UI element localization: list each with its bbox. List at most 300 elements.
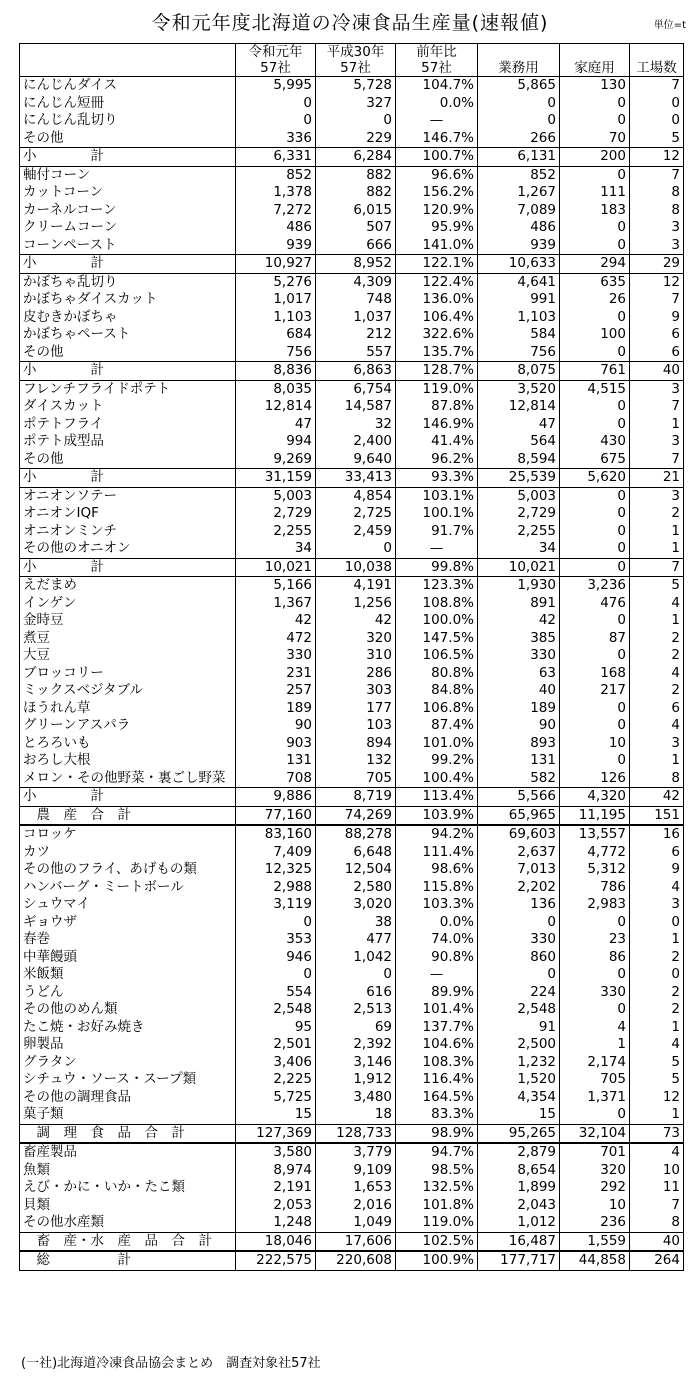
table-row xyxy=(20,326,684,344)
row-value: 100.9% xyxy=(396,1251,478,1270)
row-value: 6,284 xyxy=(316,148,396,167)
row-label: ダイスカット xyxy=(20,398,236,416)
row-value: 8 xyxy=(630,202,684,220)
row-value: 10,021 xyxy=(236,558,316,577)
row-value: 2,225 xyxy=(236,1071,316,1089)
row-value: 2,202 xyxy=(478,879,560,897)
row-label: メロン・その他野菜・裏ごし野菜 xyxy=(20,770,236,788)
row-value: 893 xyxy=(478,735,560,753)
row-value: 236 xyxy=(560,1214,630,1232)
row-value: 320 xyxy=(316,630,396,648)
row-value: 635 xyxy=(560,273,630,291)
header-cell xyxy=(20,60,236,77)
table-row xyxy=(20,540,684,558)
row-value: 6,863 xyxy=(316,362,396,381)
row-value: 5 xyxy=(630,130,684,148)
row-value: 3,480 xyxy=(316,1089,396,1107)
row-value: 146.9% xyxy=(396,416,478,434)
row-label: 小 計 xyxy=(20,362,236,381)
row-value: 564 xyxy=(478,433,560,451)
row-value: 147.5% xyxy=(396,630,478,648)
row-value: 330 xyxy=(560,984,630,1002)
row-value: 88,278 xyxy=(316,825,396,844)
row-label: 中華饅頭 xyxy=(20,949,236,967)
row-value: 3 xyxy=(630,433,684,451)
row-value: 11 xyxy=(630,1179,684,1197)
row-value: 12 xyxy=(630,1089,684,1107)
row-value: 0 xyxy=(560,966,630,984)
subtotal-row xyxy=(20,558,684,577)
row-value: 472 xyxy=(236,630,316,648)
row-label: たこ焼・お好み焼き xyxy=(20,1019,236,1037)
row-value: 2,513 xyxy=(316,1001,396,1019)
row-value: 1,042 xyxy=(316,949,396,967)
row-value: 0 xyxy=(560,1106,630,1124)
row-value: 131 xyxy=(236,752,316,770)
table-row xyxy=(20,735,684,753)
row-label: 軸付コーン xyxy=(20,166,236,184)
row-value: 115.8% xyxy=(396,879,478,897)
row-value: 100.4% xyxy=(396,770,478,788)
row-value: 0 xyxy=(560,914,630,932)
row-value: 4,191 xyxy=(316,577,396,595)
row-value: 3 xyxy=(630,896,684,914)
row-value: 9,886 xyxy=(236,788,316,807)
row-value: 2,725 xyxy=(316,505,396,523)
row-value: 8,035 xyxy=(236,380,316,398)
row-value: 705 xyxy=(316,770,396,788)
row-value: 12,814 xyxy=(236,398,316,416)
row-value: 40 xyxy=(630,1232,684,1251)
table-row xyxy=(20,1143,684,1162)
row-label: 畜産製品 xyxy=(20,1143,236,1162)
row-value: 11,195 xyxy=(560,806,630,825)
subtotal-row xyxy=(20,788,684,807)
row-value: 0 xyxy=(560,166,630,184)
row-value: 3 xyxy=(630,487,684,505)
row-value: 168 xyxy=(560,665,630,683)
row-value: 83,160 xyxy=(236,825,316,844)
table-row xyxy=(20,577,684,595)
row-label: その他のフライ、あげもの類 xyxy=(20,861,236,879)
row-value: 8 xyxy=(630,184,684,202)
row-value: 3 xyxy=(630,735,684,753)
table-row xyxy=(20,219,684,237)
row-value: 2,879 xyxy=(478,1143,560,1162)
row-value: 120.9% xyxy=(396,202,478,220)
row-value: 18 xyxy=(316,1106,396,1124)
row-value: 756 xyxy=(478,344,560,362)
row-value: 4,515 xyxy=(560,380,630,398)
row-value: 0 xyxy=(560,309,630,327)
row-value: 70 xyxy=(560,130,630,148)
row-value: 100.0% xyxy=(396,612,478,630)
row-value: 2 xyxy=(630,630,684,648)
row-label: かぼちゃペースト xyxy=(20,326,236,344)
row-value: 7,013 xyxy=(478,861,560,879)
row-value: 5 xyxy=(630,577,684,595)
row-label: その他のめん類 xyxy=(20,1001,236,1019)
row-value: 7 xyxy=(630,451,684,469)
row-value: 94.2% xyxy=(396,825,478,844)
row-value: 7 xyxy=(630,558,684,577)
row-label: 米飯類 xyxy=(20,966,236,984)
row-value: 1 xyxy=(630,416,684,434)
table-row xyxy=(20,1071,684,1089)
row-value: 99.8% xyxy=(396,558,478,577)
row-value: 7 xyxy=(630,1197,684,1215)
row-label: 春巻 xyxy=(20,931,236,949)
row-value: 8,654 xyxy=(478,1162,560,1180)
row-value: 86 xyxy=(560,949,630,967)
row-value: 7 xyxy=(630,398,684,416)
row-value: 177,717 xyxy=(478,1251,560,1270)
row-value: 222,575 xyxy=(236,1251,316,1270)
row-value: 10,021 xyxy=(478,558,560,577)
row-label: オニオンソテー xyxy=(20,487,236,505)
table-row xyxy=(20,770,684,788)
row-value: 9 xyxy=(630,309,684,327)
row-value: 100.1% xyxy=(396,505,478,523)
row-value: 3,119 xyxy=(236,896,316,914)
row-value: 1,378 xyxy=(236,184,316,202)
table-row xyxy=(20,112,684,130)
row-value: 1 xyxy=(630,612,684,630)
row-value: 3,779 xyxy=(316,1143,396,1162)
row-value: 476 xyxy=(560,595,630,613)
row-value: 310 xyxy=(316,647,396,665)
row-value: 557 xyxy=(316,344,396,362)
row-value: 217 xyxy=(560,682,630,700)
row-label: ほうれん草 xyxy=(20,700,236,718)
row-value: 4,772 xyxy=(560,844,630,862)
row-label: えだまめ xyxy=(20,577,236,595)
total-row xyxy=(20,1251,684,1270)
row-value: 6,331 xyxy=(236,148,316,167)
row-label: かぼちゃダイスカット xyxy=(20,291,236,309)
row-value: 2,580 xyxy=(316,879,396,897)
row-value: 47 xyxy=(478,416,560,434)
row-value: 63 xyxy=(478,665,560,683)
table-row xyxy=(20,1106,684,1124)
row-value: 0 xyxy=(560,700,630,718)
row-value: 1,049 xyxy=(316,1214,396,1232)
row-value: 128,733 xyxy=(316,1124,396,1143)
row-value: 12 xyxy=(630,273,684,291)
page-title: 令和元年度北海道の冷凍食品生産量(速報値) xyxy=(151,12,549,34)
row-value: 882 xyxy=(316,166,396,184)
row-value: 286 xyxy=(316,665,396,683)
row-value: 882 xyxy=(316,184,396,202)
row-value: 95 xyxy=(236,1019,316,1037)
row-value: 1 xyxy=(630,1106,684,1124)
row-value: 101.8% xyxy=(396,1197,478,1215)
row-label: おろし大根 xyxy=(20,752,236,770)
table-row xyxy=(20,77,684,95)
row-value: 12,504 xyxy=(316,861,396,879)
row-value: 21 xyxy=(630,469,684,488)
row-value: 2 xyxy=(630,505,684,523)
row-value: 122.4% xyxy=(396,273,478,291)
table-row xyxy=(20,344,684,362)
row-value: 1,232 xyxy=(478,1054,560,1072)
header-cell xyxy=(20,44,236,61)
row-value: 1,103 xyxy=(478,309,560,327)
row-value: 1,248 xyxy=(236,1214,316,1232)
subtotal-row xyxy=(20,362,684,381)
row-value: 2 xyxy=(630,984,684,1002)
row-label: ミックスベジタブル xyxy=(20,682,236,700)
row-label: ポテトフライ xyxy=(20,416,236,434)
row-value: 15 xyxy=(236,1106,316,1124)
row-value: 73 xyxy=(630,1124,684,1143)
row-label: 皮むきかぼちゃ xyxy=(20,309,236,327)
row-label: その他 xyxy=(20,130,236,148)
row-value: 1,367 xyxy=(236,595,316,613)
row-value: 0 xyxy=(560,558,630,577)
row-value: 220,608 xyxy=(316,1251,396,1270)
row-value: 4 xyxy=(630,595,684,613)
row-value: 852 xyxy=(236,166,316,184)
row-value: 16,487 xyxy=(478,1232,560,1251)
row-value: 7,409 xyxy=(236,844,316,862)
table-row xyxy=(20,984,684,1002)
row-value: 5,003 xyxy=(236,487,316,505)
row-value: 131 xyxy=(478,752,560,770)
row-value: 1,012 xyxy=(478,1214,560,1232)
row-value: 1,899 xyxy=(478,1179,560,1197)
row-value: 77,160 xyxy=(236,806,316,825)
row-label: 調 理 食 品 合 計 xyxy=(20,1124,236,1143)
row-value: 705 xyxy=(560,1071,630,1089)
row-value: 5,276 xyxy=(236,273,316,291)
table-row xyxy=(20,433,684,451)
row-value: 32,104 xyxy=(560,1124,630,1143)
row-label: 煮豆 xyxy=(20,630,236,648)
row-value: 860 xyxy=(478,949,560,967)
row-value: 264 xyxy=(630,1251,684,1270)
row-value: 98.6% xyxy=(396,861,478,879)
row-value: 151 xyxy=(630,806,684,825)
row-value: 96.2% xyxy=(396,451,478,469)
row-value: 69 xyxy=(316,1019,396,1037)
row-value: 141.0% xyxy=(396,237,478,255)
row-value: 74.0% xyxy=(396,931,478,949)
row-value: 4,320 xyxy=(560,788,630,807)
row-value: 12 xyxy=(630,148,684,167)
subtotal-row xyxy=(20,148,684,167)
row-value: 136 xyxy=(478,896,560,914)
table-row xyxy=(20,825,684,844)
row-value: 5,312 xyxy=(560,861,630,879)
row-value: 1,653 xyxy=(316,1179,396,1197)
row-value: 119.0% xyxy=(396,380,478,398)
table-row xyxy=(20,416,684,434)
row-value: 6 xyxy=(630,326,684,344)
row-value: 2,729 xyxy=(236,505,316,523)
row-value: 8,719 xyxy=(316,788,396,807)
row-label: カーネルコーン xyxy=(20,202,236,220)
row-value: 10,038 xyxy=(316,558,396,577)
row-value: 336 xyxy=(236,130,316,148)
row-value: 8 xyxy=(630,770,684,788)
row-value: 708 xyxy=(236,770,316,788)
row-value: 90.8% xyxy=(396,949,478,967)
row-value: 6,754 xyxy=(316,380,396,398)
row-value: 17,606 xyxy=(316,1232,396,1251)
row-value: 7 xyxy=(630,291,684,309)
row-label: かぼちゃ乱切り xyxy=(20,273,236,291)
row-value: 95,265 xyxy=(478,1124,560,1143)
row-value: 0 xyxy=(630,914,684,932)
row-value: 91 xyxy=(478,1019,560,1037)
row-value: 330 xyxy=(236,647,316,665)
row-value: 16 xyxy=(630,825,684,844)
row-value: 9,269 xyxy=(236,451,316,469)
row-value: 10,633 xyxy=(478,255,560,274)
row-value: 5,166 xyxy=(236,577,316,595)
table-row xyxy=(20,130,684,148)
row-value: 1,017 xyxy=(236,291,316,309)
row-value: 126 xyxy=(560,770,630,788)
row-label: その他 xyxy=(20,451,236,469)
row-value: 430 xyxy=(560,433,630,451)
row-value: 156.2% xyxy=(396,184,478,202)
row-value: 5,566 xyxy=(478,788,560,807)
row-value: 34 xyxy=(478,540,560,558)
row-value: 1,037 xyxy=(316,309,396,327)
row-value: 87.8% xyxy=(396,398,478,416)
row-value: 80.8% xyxy=(396,665,478,683)
row-label: 小 計 xyxy=(20,469,236,488)
row-value: 748 xyxy=(316,291,396,309)
row-value: 9 xyxy=(630,861,684,879)
row-label: ハンバーグ・ミートボール xyxy=(20,879,236,897)
row-label: ギョウザ xyxy=(20,914,236,932)
row-value: 4,854 xyxy=(316,487,396,505)
header-cell: 工場数 xyxy=(630,60,684,77)
row-value: 756 xyxy=(236,344,316,362)
row-value: 102.5% xyxy=(396,1232,478,1251)
row-value: 8,836 xyxy=(236,362,316,381)
row-value: 939 xyxy=(236,237,316,255)
row-value: 2 xyxy=(630,647,684,665)
row-value: 2,500 xyxy=(478,1036,560,1054)
row-value: 3,580 xyxy=(236,1143,316,1162)
row-value: 5,620 xyxy=(560,469,630,488)
table-row xyxy=(20,966,684,984)
row-value: 903 xyxy=(236,735,316,753)
row-value: 894 xyxy=(316,735,396,753)
row-value: 0 xyxy=(560,717,630,735)
row-value: 106.8% xyxy=(396,700,478,718)
row-value: 2,637 xyxy=(478,844,560,862)
row-value: 93.3% xyxy=(396,469,478,488)
row-value: 1,267 xyxy=(478,184,560,202)
row-label: コロッケ xyxy=(20,825,236,844)
row-value: 101.4% xyxy=(396,1001,478,1019)
row-value: 0 xyxy=(316,966,396,984)
row-value: 103.9% xyxy=(396,806,478,825)
row-label: 貝類 xyxy=(20,1197,236,1215)
row-value: 32 xyxy=(316,416,396,434)
row-value: 2,983 xyxy=(560,896,630,914)
table-row xyxy=(20,291,684,309)
row-value: 99.2% xyxy=(396,752,478,770)
row-value: 0 xyxy=(560,344,630,362)
row-label: 畜 産・水 産 品 合 計 xyxy=(20,1232,236,1251)
row-label: ブロッコリー xyxy=(20,665,236,683)
row-value: 44,858 xyxy=(560,1251,630,1270)
row-value: 701 xyxy=(560,1143,630,1162)
row-value: 8,075 xyxy=(478,362,560,381)
row-value: 0 xyxy=(316,112,396,130)
row-value: 200 xyxy=(560,148,630,167)
row-label: シュウマイ xyxy=(20,896,236,914)
row-label: その他の調理食品 xyxy=(20,1089,236,1107)
row-value: 294 xyxy=(560,255,630,274)
table-row xyxy=(20,1179,684,1197)
row-label: えび・かに・いか・たこ類 xyxy=(20,1179,236,1197)
row-label: グリーンアスパラ xyxy=(20,717,236,735)
row-value: 8,974 xyxy=(236,1162,316,1180)
row-value: 5,865 xyxy=(478,77,560,95)
row-value: 353 xyxy=(236,931,316,949)
row-value: 136.0% xyxy=(396,291,478,309)
row-value: 257 xyxy=(236,682,316,700)
row-value: 2,392 xyxy=(316,1036,396,1054)
row-value: 0 xyxy=(560,647,630,665)
row-value: 7,272 xyxy=(236,202,316,220)
row-value: 0 xyxy=(236,966,316,984)
row-value: 229 xyxy=(316,130,396,148)
table-row xyxy=(20,1019,684,1037)
table-row xyxy=(20,166,684,184)
row-value: 42 xyxy=(478,612,560,630)
subtotal-row xyxy=(20,469,684,488)
row-value: 5,725 xyxy=(236,1089,316,1107)
row-value: 2,988 xyxy=(236,879,316,897)
row-label: 小 計 xyxy=(20,148,236,167)
row-value: 0 xyxy=(560,398,630,416)
total-row xyxy=(20,1232,684,1251)
row-value: 3,020 xyxy=(316,896,396,914)
row-value: 486 xyxy=(478,219,560,237)
row-value: 666 xyxy=(316,237,396,255)
row-value: 0 xyxy=(630,112,684,130)
header-cell: 57社 xyxy=(316,60,396,77)
table-row xyxy=(20,879,684,897)
row-value: 189 xyxy=(236,700,316,718)
row-value: 1 xyxy=(630,931,684,949)
row-value: 42 xyxy=(630,788,684,807)
row-value: 128.7% xyxy=(396,362,478,381)
row-value: 38 xyxy=(316,914,396,932)
row-value: 0 xyxy=(236,112,316,130)
row-label: うどん xyxy=(20,984,236,1002)
row-value: 554 xyxy=(236,984,316,1002)
row-value: 127,369 xyxy=(236,1124,316,1143)
row-label: その他のオニオン xyxy=(20,540,236,558)
table-row xyxy=(20,949,684,967)
table-row xyxy=(20,665,684,683)
row-value: 675 xyxy=(560,451,630,469)
row-value: 2,191 xyxy=(236,1179,316,1197)
row-label: インゲン xyxy=(20,595,236,613)
row-value: 684 xyxy=(236,326,316,344)
table-row xyxy=(20,202,684,220)
row-value: 0 xyxy=(630,966,684,984)
